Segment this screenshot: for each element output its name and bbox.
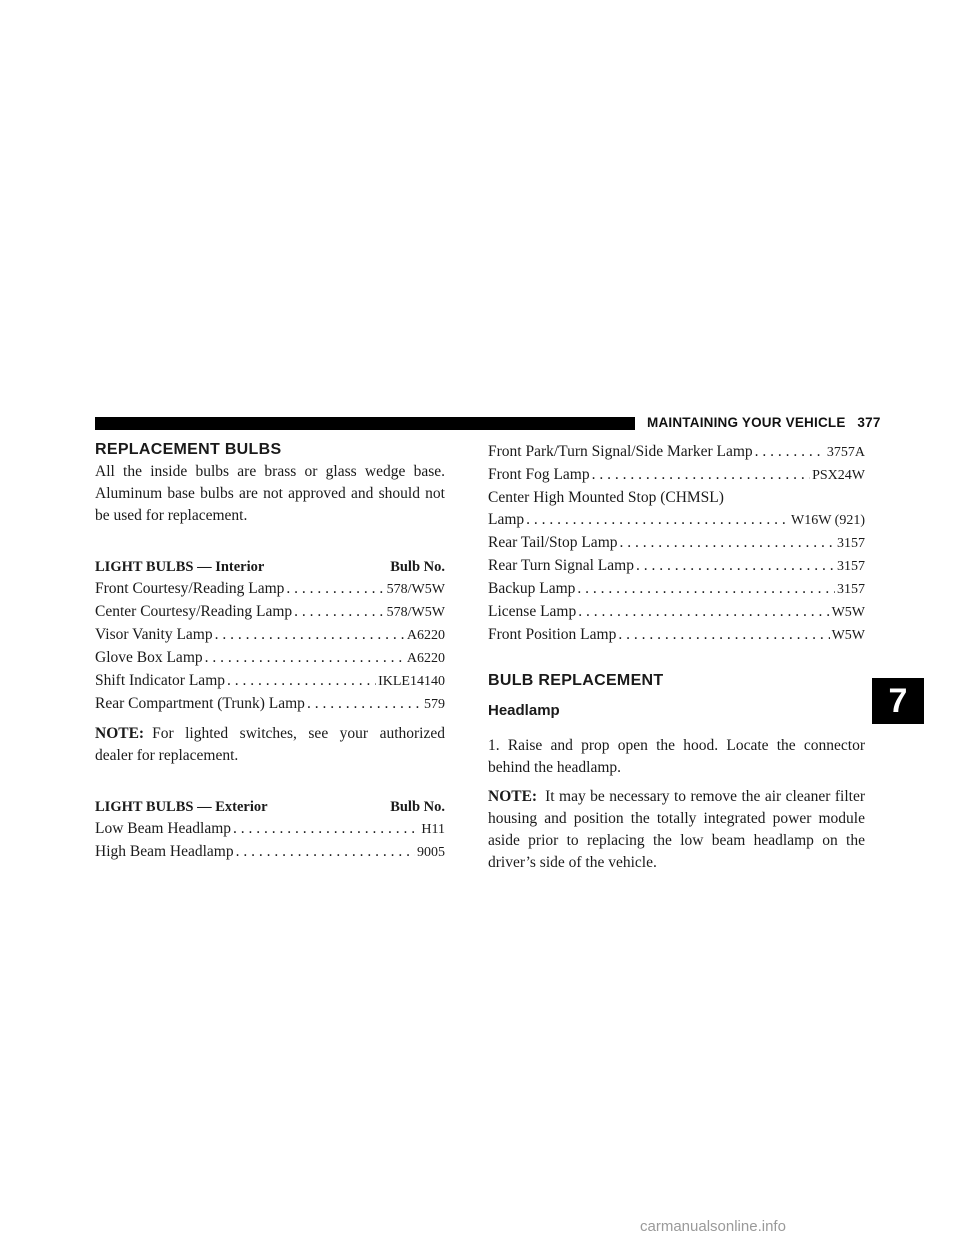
- note-text: It may be necessary to remove the air cleaner filter housing and position the totally integrated power module aside prior to replacing the low beam headlamp on the driver’s side of the vehicle.: [488, 788, 865, 871]
- section-title-replacement-bulbs: REPLACEMENT BULBS: [95, 441, 282, 458]
- note-lighted-switches: [95, 723, 445, 767]
- intro-paragraph: All the inside bulbs are brass or glass wedge base. Aluminum base bulbs are not approved and should not be used for replacement.: [95, 463, 445, 524]
- note-text: For lighted switches, see your authorized dealer for replacement.: [95, 725, 445, 764]
- header-rule: [95, 417, 635, 430]
- list-item: Front Park/Turn Signal/Side Marker Lamp . . . 3757A: [488, 441, 865, 464]
- list-item: Shift Indicator Lamp . . . IKLE14140: [95, 670, 445, 693]
- list-item: License Lamp . . . W5W: [488, 601, 865, 624]
- note-label: NOTE:: [95, 725, 145, 742]
- step-1: 1. Raise and prop open the hood. Locate the connector behind the headlamp.: [488, 737, 865, 776]
- list-item: Rear Tail/Stop Lamp . . . 3157: [488, 532, 865, 555]
- list-item: High Beam Headlamp . . . 9005: [95, 841, 445, 864]
- list-item: Visor Vanity Lamp . . . A6220: [95, 624, 445, 647]
- list-item: Front Courtesy/Reading Lamp . . . 578/W5W: [95, 578, 445, 601]
- right-column: [488, 441, 865, 874]
- interior-bulb-list: [95, 578, 445, 716]
- exterior-bulb-no-heading: Bulb No.: [390, 799, 445, 815]
- left-column: [95, 440, 445, 864]
- watermark: carmanualsonline.info: [640, 1218, 786, 1235]
- exterior-table-header: [95, 796, 445, 818]
- note-label: NOTE:: [488, 788, 538, 805]
- list-item: Glove Box Lamp . . . A6220: [95, 647, 445, 670]
- list-item: Low Beam Headlamp . . . H11: [95, 818, 445, 841]
- interior-table-header: [95, 556, 445, 578]
- list-item: Center Courtesy/Reading Lamp . . . 578/W5W: [95, 601, 445, 624]
- list-item: Front Position Lamp . . . W5W: [488, 624, 865, 647]
- note-air-cleaner: [488, 786, 865, 874]
- list-item: Rear Turn Signal Lamp . . . 3157: [488, 555, 865, 578]
- section-title-bulb-replacement: BULB REPLACEMENT: [488, 672, 664, 689]
- interior-heading: LIGHT BULBS — Interior: [95, 559, 265, 575]
- exterior-bulb-list: [95, 818, 445, 864]
- exterior-heading: LIGHT BULBS — Exterior: [95, 799, 268, 815]
- list-item: Backup Lamp . . . 3157: [488, 578, 865, 601]
- interior-bulb-no-heading: Bulb No.: [390, 559, 445, 575]
- list-item: Front Fog Lamp . . . PSX24W: [488, 464, 865, 487]
- subsection-title-headlamp: Headlamp: [488, 702, 560, 719]
- chapter-tab: 7: [872, 678, 924, 724]
- list-item: Lamp . . . W16W (921): [488, 509, 865, 532]
- exterior-bulb-list-continued: [488, 441, 865, 647]
- list-item-chmsl-label: Center High Mounted Stop (CHMSL): [488, 489, 724, 506]
- running-header: MAINTAINING YOUR VEHICLE 377: [647, 415, 881, 430]
- list-item: Rear Compartment (Trunk) Lamp . . . 579: [95, 693, 445, 716]
